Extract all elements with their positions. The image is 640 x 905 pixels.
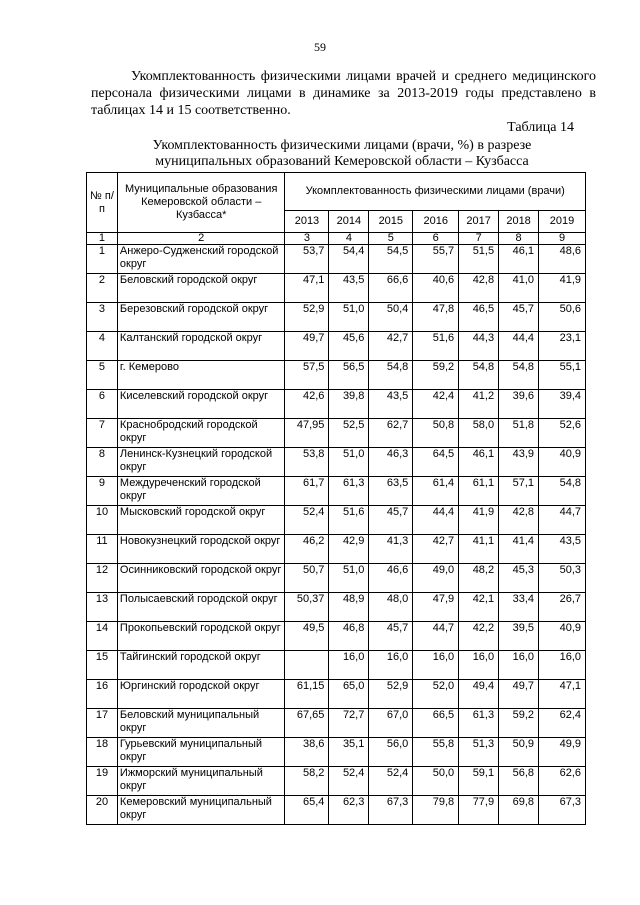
value-cell: 42,7 (413, 535, 459, 564)
value-cell: 46,5 (459, 303, 499, 332)
value-cell: 62,7 (369, 419, 413, 448)
value-cell: 67,65 (285, 709, 329, 738)
value-cell: 50,37 (285, 593, 329, 622)
value-cell: 43,5 (329, 274, 369, 303)
value-cell: 46,1 (459, 448, 499, 477)
row-number: 14 (87, 622, 118, 651)
row-number: 3 (87, 303, 118, 332)
row-number: 7 (87, 419, 118, 448)
value-cell: 54,5 (369, 245, 413, 274)
value-cell: 44,7 (413, 622, 459, 651)
row-number: 15 (87, 651, 118, 680)
value-cell: 58,2 (285, 767, 329, 796)
value-cell: 47,95 (285, 419, 329, 448)
value-cell: 40,9 (539, 622, 586, 651)
value-cell: 51,0 (329, 303, 369, 332)
value-cell: 49,5 (285, 622, 329, 651)
value-cell: 61,15 (285, 680, 329, 709)
page-number: 59 (314, 40, 326, 54)
value-cell: 51,8 (499, 419, 539, 448)
header-year: 2018 (499, 211, 539, 233)
value-cell: 56,0 (369, 738, 413, 767)
municipality-name: Междуреченский городской округ (117, 477, 285, 506)
value-cell: 49,4 (459, 680, 499, 709)
table-title-line1: Укомплектованность физическими лицами (врачи, %) в разрезе (152, 138, 532, 153)
value-cell: 50,3 (539, 564, 586, 593)
value-cell: 45,7 (369, 622, 413, 651)
table-row (87, 738, 586, 767)
table-row (87, 477, 586, 506)
value-cell: 65,4 (285, 796, 329, 825)
row-number: 9 (87, 477, 118, 506)
header-year: 2016 (413, 211, 459, 233)
table-row (87, 274, 586, 303)
value-cell: 51,3 (459, 738, 499, 767)
value-cell: 39,4 (539, 390, 586, 419)
column-index: 5 (369, 233, 413, 245)
value-cell: 50,6 (539, 303, 586, 332)
value-cell: 52,6 (539, 419, 586, 448)
value-cell: 51,0 (329, 448, 369, 477)
municipality-name: Беловский городской округ (117, 274, 285, 303)
value-cell: 45,6 (329, 332, 369, 361)
value-cell: 41,1 (459, 535, 499, 564)
value-cell: 46,8 (329, 622, 369, 651)
value-cell: 39,6 (499, 390, 539, 419)
value-cell: 62,4 (539, 709, 586, 738)
table-title (92, 138, 592, 170)
value-cell: 46,6 (369, 564, 413, 593)
row-number: 12 (87, 564, 118, 593)
value-cell: 47,9 (413, 593, 459, 622)
table-row (87, 390, 586, 419)
header-name: Муниципальные образования Кемеровской области – Кузбасса* (117, 173, 285, 233)
value-cell: 59,2 (413, 361, 459, 390)
column-index: 1 (87, 233, 118, 245)
row-number: 19 (87, 767, 118, 796)
row-number: 2 (87, 274, 118, 303)
row-number: 6 (87, 390, 118, 419)
intro-paragraph (91, 68, 596, 119)
value-cell: 16,0 (499, 651, 539, 680)
value-cell: 67,0 (369, 709, 413, 738)
value-cell: 62,6 (539, 767, 586, 796)
value-cell: 44,4 (499, 332, 539, 361)
header-year: 2015 (369, 211, 413, 233)
value-cell: 51,5 (459, 245, 499, 274)
table-row (87, 361, 586, 390)
value-cell: 52,9 (369, 680, 413, 709)
value-cell: 33,4 (499, 593, 539, 622)
value-cell: 55,1 (539, 361, 586, 390)
table-row (87, 303, 586, 332)
municipality-name: Мысковский городской округ (117, 506, 285, 535)
value-cell: 42,2 (459, 622, 499, 651)
value-cell: 42,6 (285, 390, 329, 419)
municipality-name: Гурьевский муниципальный округ (117, 738, 285, 767)
value-cell: 43,5 (369, 390, 413, 419)
value-cell: 50,8 (413, 419, 459, 448)
table-row (87, 651, 586, 680)
table-row (87, 332, 586, 361)
value-cell: 46,3 (369, 448, 413, 477)
value-cell: 40,6 (413, 274, 459, 303)
value-cell: 67,3 (539, 796, 586, 825)
value-cell: 16,0 (413, 651, 459, 680)
value-cell: 50,0 (413, 767, 459, 796)
value-cell: 39,5 (499, 622, 539, 651)
value-cell: 57,5 (285, 361, 329, 390)
municipality-name: Тайгинский городской округ (117, 651, 285, 680)
value-cell: 62,3 (329, 796, 369, 825)
value-cell: 66,6 (369, 274, 413, 303)
value-cell: 41,2 (459, 390, 499, 419)
value-cell: 58,0 (459, 419, 499, 448)
municipality-name: Юргинский городской округ (117, 680, 285, 709)
value-cell: 55,7 (413, 245, 459, 274)
column-index: 9 (539, 233, 586, 245)
table-title-line2: муниципальных образований Кемеровской области – Кузбасса (155, 154, 529, 169)
value-cell: 54,4 (329, 245, 369, 274)
municipality-name: Беловский муниципальный округ (117, 709, 285, 738)
value-cell: 48,0 (369, 593, 413, 622)
value-cell: 44,7 (539, 506, 586, 535)
value-cell: 51,6 (329, 506, 369, 535)
value-cell: 16,0 (459, 651, 499, 680)
value-cell: 66,5 (413, 709, 459, 738)
value-cell: 48,9 (329, 593, 369, 622)
table-row (87, 593, 586, 622)
header-year: 2017 (459, 211, 499, 233)
value-cell: 42,1 (459, 593, 499, 622)
municipality-name: Прокопьевский городской округ (117, 622, 285, 651)
value-cell: 51,0 (329, 564, 369, 593)
row-number: 10 (87, 506, 118, 535)
value-cell: 72,7 (329, 709, 369, 738)
table-row (87, 796, 586, 825)
value-cell: 44,3 (459, 332, 499, 361)
value-cell: 41,9 (459, 506, 499, 535)
value-cell: 46,1 (499, 245, 539, 274)
row-number: 11 (87, 535, 118, 564)
value-cell: 43,9 (499, 448, 539, 477)
column-index: 7 (459, 233, 499, 245)
row-number: 8 (87, 448, 118, 477)
row-number: 18 (87, 738, 118, 767)
value-cell: 69,8 (499, 796, 539, 825)
table-row (87, 709, 586, 738)
table-row (87, 535, 586, 564)
table-row (87, 680, 586, 709)
municipality-name: Анжеро-Судженский городской округ (117, 245, 285, 274)
value-cell: 52,5 (329, 419, 369, 448)
row-number: 5 (87, 361, 118, 390)
value-cell: 50,7 (285, 564, 329, 593)
table-number: Таблица 14 (507, 120, 574, 135)
value-cell: 46,2 (285, 535, 329, 564)
value-cell: 38,6 (285, 738, 329, 767)
municipality-name: Ленинск-Кузнецкий городской округ (117, 448, 285, 477)
value-cell: 42,4 (413, 390, 459, 419)
value-cell: 49,7 (285, 332, 329, 361)
value-cell: 67,3 (369, 796, 413, 825)
municipality-name: Краснобродский городской округ (117, 419, 285, 448)
value-cell: 53,8 (285, 448, 329, 477)
value-cell: 49,9 (539, 738, 586, 767)
municipality-name: Полысаевский городской округ (117, 593, 285, 622)
table-row (87, 245, 586, 274)
row-number: 20 (87, 796, 118, 825)
column-index: 6 (413, 233, 459, 245)
value-cell: 40,9 (539, 448, 586, 477)
value-cell: 77,9 (459, 796, 499, 825)
row-number: 4 (87, 332, 118, 361)
value-cell: 54,8 (369, 361, 413, 390)
value-cell: 35,1 (329, 738, 369, 767)
value-cell: 56,5 (329, 361, 369, 390)
value-cell: 16,0 (369, 651, 413, 680)
value-cell: 26,7 (539, 593, 586, 622)
value-cell: 61,3 (329, 477, 369, 506)
table-row (87, 448, 586, 477)
header-num: № п/п (87, 173, 118, 233)
value-cell: 63,5 (369, 477, 413, 506)
value-cell: 52,4 (285, 506, 329, 535)
municipality-name: Кемеровский муниципальный округ (117, 796, 285, 825)
value-cell: 53,7 (285, 245, 329, 274)
row-number: 1 (87, 245, 118, 274)
value-cell: 61,1 (459, 477, 499, 506)
value-cell: 42,8 (499, 506, 539, 535)
value-cell: 48,2 (459, 564, 499, 593)
value-cell: 52,4 (369, 767, 413, 796)
value-cell: 16,0 (329, 651, 369, 680)
value-cell: 50,9 (499, 738, 539, 767)
municipality-name: Березовский городской округ (117, 303, 285, 332)
value-cell: 54,8 (539, 477, 586, 506)
value-cell: 61,4 (413, 477, 459, 506)
municipality-name: г. Кемерово (117, 361, 285, 390)
value-cell: 54,8 (499, 361, 539, 390)
municipality-name: Калтанский городской округ (117, 332, 285, 361)
staffing-table (86, 172, 586, 825)
value-cell: 65,0 (329, 680, 369, 709)
value-cell: 49,0 (413, 564, 459, 593)
value-cell: 57,1 (499, 477, 539, 506)
value-cell: 61,7 (285, 477, 329, 506)
table-row (87, 767, 586, 796)
value-cell: 52,0 (413, 680, 459, 709)
value-cell: 52,4 (329, 767, 369, 796)
value-cell: 61,3 (459, 709, 499, 738)
table-row (87, 419, 586, 448)
value-cell: 39,8 (329, 390, 369, 419)
value-cell: 45,7 (499, 303, 539, 332)
value-cell: 79,8 (413, 796, 459, 825)
value-cell: 54,8 (459, 361, 499, 390)
header-year: 2019 (539, 211, 586, 233)
value-cell: 44,4 (413, 506, 459, 535)
value-cell: 64,5 (413, 448, 459, 477)
column-index: 3 (285, 233, 329, 245)
value-cell: 42,7 (369, 332, 413, 361)
column-index: 2 (117, 233, 285, 245)
value-cell: 49,7 (499, 680, 539, 709)
municipality-name: Киселевский городской округ (117, 390, 285, 419)
value-cell: 55,8 (413, 738, 459, 767)
municipality-name: Новокузнецкий городской округ (117, 535, 285, 564)
header-year: 2013 (285, 211, 329, 233)
value-cell: 47,1 (285, 274, 329, 303)
value-cell: 41,9 (539, 274, 586, 303)
value-cell: 41,3 (369, 535, 413, 564)
intro-text: Укомплектованность физическими лицами врачей и среднего медицинского персонала физическими лицами в динамике за 2013-2019 годы представлено в таблицах 14 и 15 соответственно. (91, 69, 596, 118)
value-cell: 45,3 (499, 564, 539, 593)
value-cell: 41,0 (499, 274, 539, 303)
value-cell: 23,1 (539, 332, 586, 361)
value-cell: 51,6 (413, 332, 459, 361)
column-index: 8 (499, 233, 539, 245)
value-cell: 45,7 (369, 506, 413, 535)
table-row (87, 564, 586, 593)
value-cell: 41,4 (499, 535, 539, 564)
value-cell: 52,9 (285, 303, 329, 332)
value-cell: 42,8 (459, 274, 499, 303)
row-number: 13 (87, 593, 118, 622)
row-number: 17 (87, 709, 118, 738)
value-cell: 56,8 (499, 767, 539, 796)
value-cell: 43,5 (539, 535, 586, 564)
value-cell: 16,0 (539, 651, 586, 680)
value-cell: 50,4 (369, 303, 413, 332)
value-cell: 59,1 (459, 767, 499, 796)
municipality-name: Осинниковский городской округ (117, 564, 285, 593)
row-number: 16 (87, 680, 118, 709)
value-cell: 47,1 (539, 680, 586, 709)
table-row (87, 622, 586, 651)
value-cell (285, 651, 329, 680)
value-cell: 42,9 (329, 535, 369, 564)
municipality-name: Ижморский муниципальный округ (117, 767, 285, 796)
header-year: 2014 (329, 211, 369, 233)
value-cell: 47,8 (413, 303, 459, 332)
value-cell: 59,2 (499, 709, 539, 738)
table-row (87, 506, 586, 535)
column-index: 4 (329, 233, 369, 245)
value-cell: 48,6 (539, 245, 586, 274)
header-group: Укомплектованность физическими лицами (врачи) (285, 173, 586, 211)
